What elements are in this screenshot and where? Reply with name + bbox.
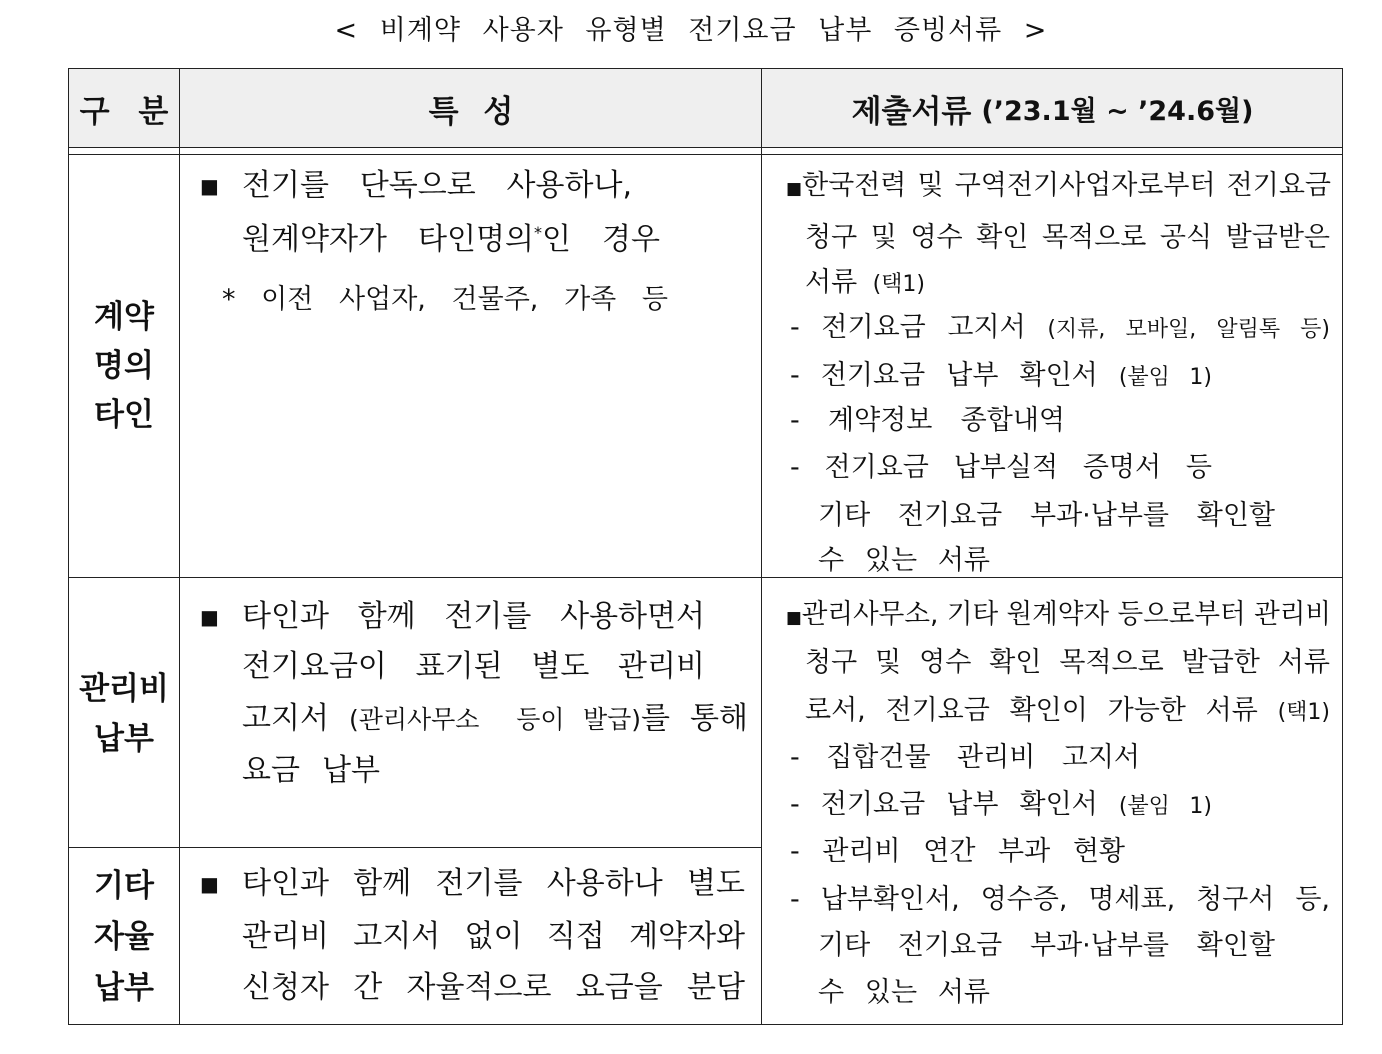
category-label-line: 납부 — [94, 969, 154, 1006]
document-item-line — [790, 738, 1140, 778]
document-closing-line — [818, 926, 1275, 966]
characteristic-text: 인 경우 — [541, 222, 660, 257]
characteristic-text: 신청자 간 자율적으로 요금을 분담 — [242, 970, 745, 1005]
document-note: (택1) — [872, 272, 925, 297]
document-note: (붙임 1) — [1118, 365, 1212, 390]
footnote-note: * 이전 사업자, 건물주, 가족 등 — [222, 284, 668, 315]
document-text: - 전기요금 납부 확인서 — [790, 360, 1098, 391]
document-closing-line — [818, 541, 990, 581]
document-note: (지류, 모바일, 알림톡 등) — [1047, 317, 1330, 342]
bullet-square-icon: ■ — [200, 605, 219, 629]
characteristic-line — [242, 917, 745, 957]
characteristic-text: 전기요금이 표기된 별도 관리비 — [242, 649, 705, 684]
column-divider — [761, 68, 762, 1025]
category-label-line: 납부 — [94, 721, 154, 757]
characteristic-line — [242, 968, 745, 1008]
category-cell-other-voluntary — [68, 849, 180, 1025]
characteristic-note: (관리사무소 등이 발급) — [348, 705, 642, 734]
document-text: - 관리비 연간 부과 현황 — [790, 836, 1125, 867]
document-closing-line — [818, 973, 990, 1013]
document-text: 기타 전기요금 부과·납부를 확인할 — [818, 500, 1275, 531]
header-documents-period: (’23.1월 ~ ’24.6월) — [981, 95, 1254, 127]
characteristic-line — [242, 220, 660, 260]
category-label-line: 명의 — [94, 347, 154, 384]
document-text: - 전기요금 납부 확인서 — [790, 789, 1098, 820]
document-text: - 전기요금 고지서 — [790, 312, 1026, 343]
document-item-line — [790, 308, 1330, 348]
category-label-line: 기타 — [94, 867, 154, 904]
document-intro-line — [786, 595, 1331, 635]
document-intro-line — [805, 218, 1330, 258]
document-text: 한국전력 및 구역전기사업자로부터 전기요금 — [802, 170, 1331, 201]
document-closing-line — [818, 496, 1275, 536]
bullet-square-icon: ■ — [786, 608, 802, 628]
document-text: 청구 및 영수 확인 목적으로 공식 발급받은 — [805, 222, 1330, 253]
characteristic-line — [242, 751, 380, 791]
document-intro-line — [805, 643, 1330, 683]
header-category-label: 구 분 — [79, 93, 169, 130]
category-label-line: 관리비 — [79, 671, 169, 707]
characteristic-text: 전기를 단독으로 사용하나, — [242, 168, 632, 203]
header-double-rule — [68, 147, 1343, 155]
characteristic-text: 원계약자가 타인명의 — [242, 222, 534, 257]
characteristic-text: 요금 납부 — [242, 753, 380, 788]
document-item-line — [790, 356, 1212, 396]
bullet-square-icon: ■ — [200, 174, 219, 198]
characteristic-text: 를 통해 — [641, 701, 748, 736]
characteristic-line — [242, 597, 705, 637]
category-label-line: 계약 — [94, 298, 154, 335]
document-item-line — [790, 785, 1212, 825]
document-text: - 계약정보 종합내역 — [790, 405, 1065, 436]
characteristic-line — [242, 647, 705, 687]
header-cell-category — [68, 68, 180, 148]
document-item-line — [790, 448, 1212, 488]
header-cell-characteristics — [180, 68, 762, 148]
document-text: 관리사무소, 기타 원계약자 등으로부터 관리비 — [801, 599, 1331, 630]
characteristic-text: 관리비 고지서 없이 직접 계약자와 — [242, 919, 745, 954]
document-text: 청구 및 영수 확인 목적으로 발급한 서류 — [805, 647, 1330, 678]
document-text: 서류 — [805, 267, 858, 298]
characteristic-text: 타인과 함께 전기를 사용하나 별도 — [242, 866, 745, 901]
characteristic-line — [242, 166, 632, 206]
bullet-square-icon: ■ — [200, 872, 219, 896]
document-intro-line — [786, 166, 1331, 206]
header-cell-documents — [762, 68, 1343, 148]
row-divider — [68, 577, 1343, 578]
characteristic-text: 고지서 — [242, 701, 329, 736]
document-text: 기타 전기요금 부과·납부를 확인할 — [818, 930, 1275, 961]
document-text: - 납부확인서, 영수증, 명세표, 청구서 등, — [790, 884, 1330, 915]
characteristic-text: 타인과 함께 전기를 사용하면서 — [242, 599, 705, 634]
document-text: - 집합건물 관리비 고지서 — [790, 742, 1140, 773]
header-characteristics-label: 특 성 — [428, 93, 514, 130]
category-cell-contract-name-other — [68, 155, 180, 577]
document-note: (붙임 1) — [1118, 794, 1212, 819]
document-title: < 비계약 사용자 유형별 전기요금 납부 증빙서류 > — [334, 15, 1048, 46]
document-item-line — [790, 401, 1065, 441]
footnote-mark: * — [533, 223, 542, 242]
document-item-line — [790, 832, 1125, 872]
category-cell-management-fee — [68, 580, 180, 848]
category-label-line: 자율 — [94, 918, 154, 955]
bullet-square-icon: ■ — [786, 179, 803, 199]
document-text: 수 있는 서류 — [818, 977, 990, 1008]
document-text: - 전기요금 납부실적 증명서 등 — [790, 452, 1212, 483]
footnote-line — [222, 280, 668, 320]
header-documents-label: 제출서류 — [851, 93, 972, 130]
characteristic-line — [242, 864, 745, 904]
document-item-line — [790, 880, 1330, 920]
characteristic-line — [242, 699, 748, 739]
document-text: 수 있는 서류 — [818, 545, 990, 576]
document-note: (택1) — [1277, 700, 1330, 725]
category-label-line: 타인 — [94, 396, 154, 433]
document-intro-line — [805, 691, 1330, 731]
document-intro-line — [805, 263, 925, 303]
document-text: 로서, 전기요금 확인이 가능한 서류 — [805, 695, 1258, 726]
